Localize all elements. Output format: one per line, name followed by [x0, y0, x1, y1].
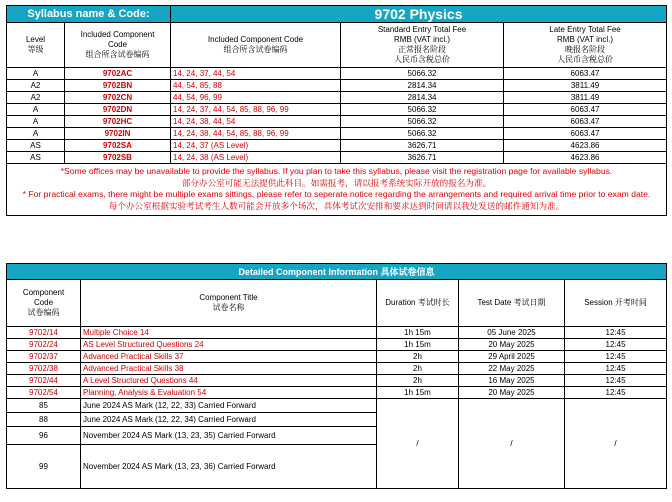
components-cell: 14, 24, 37 (AS Level): [171, 140, 341, 152]
carried-code-cell: 85: [7, 399, 81, 413]
session-cell: 12:45: [565, 339, 667, 351]
standard-fee-cell: 5066.32: [341, 104, 504, 116]
standard-fee-cell: 5066.32: [341, 116, 504, 128]
col-level: Level 等级: [7, 23, 65, 68]
standard-fee-cell: 2814.34: [341, 92, 504, 104]
component-title-cell: Advanced Practical Skills 38: [81, 363, 377, 375]
table-row: [7, 339, 667, 351]
table-row: [7, 399, 667, 413]
table-row: [7, 116, 667, 128]
level-cell: A: [7, 104, 65, 116]
duration-cell: 2h: [377, 363, 459, 375]
late-fee-cell: 6063.47: [504, 128, 667, 140]
standard-fee-cell: 3626.71: [341, 140, 504, 152]
syllabus-subject-title: 9702 Physics: [171, 6, 667, 23]
component-column-headers: [7, 280, 667, 327]
test-date-cell: 16 May 2025: [459, 375, 565, 387]
component-code-cell: 9702/44: [7, 375, 81, 387]
session-cell: 12:45: [565, 387, 667, 399]
components-cell: 14, 24, 37, 44, 54: [171, 68, 341, 80]
test-date-cell: 29 April 2025: [459, 351, 565, 363]
component-code-cell: 9702/38: [7, 363, 81, 375]
components-cell: 14, 24, 38, 44, 54, 85, 88, 96, 99: [171, 128, 341, 140]
syllabus-header-row: [7, 6, 667, 23]
session-cell: 12:45: [565, 327, 667, 339]
syllabus-notes: [7, 164, 667, 216]
component-info-table: [6, 263, 667, 489]
duration-cell: 1h 15m: [377, 327, 459, 339]
table-row: [7, 104, 667, 116]
components-cell: 14, 24, 38 (AS Level): [171, 152, 341, 164]
session-cell: 12:45: [565, 363, 667, 375]
test-date-na-cell: /: [459, 399, 565, 489]
syllabus-code-cell: 9702AC: [65, 68, 171, 80]
standard-fee-cell: 3626.71: [341, 152, 504, 164]
note-practical-en: * For practical exams, there might be multiple exams sittings, please refer to seperate notice regarding the arrangements and required arrival time prior to exam date.: [22, 189, 651, 199]
late-fee-cell: 3811.49: [504, 80, 667, 92]
table-row: [7, 140, 667, 152]
syllabus-column-headers: [7, 23, 667, 68]
table-row: [7, 375, 667, 387]
components-cell: 44, 54, 85, 88: [171, 80, 341, 92]
syllabus-code-cell: 9702DN: [65, 104, 171, 116]
carried-title-cell: November 2024 AS Mark (13, 23, 36) Carried Forward: [81, 445, 377, 489]
component-title-cell: Planning, Analysis & Evaluation 54: [81, 387, 377, 399]
col-session: Session 开考时间: [565, 280, 667, 327]
component-title-cell: Advanced Practical Skills 37: [81, 351, 377, 363]
level-cell: A: [7, 128, 65, 140]
standard-fee-cell: 5066.32: [341, 68, 504, 80]
components-cell: 14, 24, 38, 44, 54: [171, 116, 341, 128]
syllabus-code-cell: 9702IN: [65, 128, 171, 140]
table-row: [7, 327, 667, 339]
col-late-fee: Late Entry Total Fee RMB (VAT incl.) 晚报名阶段 人民币含税总价: [504, 23, 667, 68]
carried-code-cell: 99: [7, 445, 81, 489]
col-component-code: Component Code 试卷编码: [7, 280, 81, 327]
note-availability-en: *Some offices may be unavailable to provide the syllabus. If you plan to take this syllabus, please visit the registration page for available syllabus.: [60, 166, 613, 176]
syllabus-code-cell: 9702CN: [65, 92, 171, 104]
col-component-code: Included Component Code 组合所含试卷编码: [171, 23, 341, 68]
note-practical-zh: 每个办公室根据实验考试考生人数可能会开放多个场次，具体考试次安排和要求达到时间请以我处发送的邮件通知为准。: [108, 200, 565, 211]
col-duration: Duration 考试时长: [377, 280, 459, 327]
test-date-cell: 20 May 2025: [459, 339, 565, 351]
col-test-date: Test Date 考试日期: [459, 280, 565, 327]
carried-code-cell: 88: [7, 413, 81, 427]
level-cell: A: [7, 68, 65, 80]
duration-cell: 1h 15m: [377, 339, 459, 351]
duration-cell: 2h: [377, 351, 459, 363]
table-row: [7, 351, 667, 363]
syllabus-code-cell: 9702SA: [65, 140, 171, 152]
carried-title-cell: November 2024 AS Mark (13, 23, 35) Carried Forward: [81, 427, 377, 445]
table-row: [7, 363, 667, 375]
test-date-cell: 05 June 2025: [459, 327, 565, 339]
syllabus-fee-table: [6, 5, 667, 216]
col-included-code: Included Component Code 组合所含试卷编码: [65, 23, 171, 68]
table-row: [7, 80, 667, 92]
late-fee-cell: 3811.49: [504, 92, 667, 104]
carried-code-cell: 96: [7, 427, 81, 445]
component-title-cell: AS Level Structured Questions 24: [81, 339, 377, 351]
table-row: [7, 128, 667, 140]
carried-title-cell: June 2024 AS Mark (12, 22, 33) Carried Forward: [81, 399, 377, 413]
syllabus-code-cell: 9702SB: [65, 152, 171, 164]
late-fee-cell: 4623.86: [504, 152, 667, 164]
level-cell: AS: [7, 152, 65, 164]
col-component-title: Component Title 试卷名称: [81, 280, 377, 327]
component-code-cell: 9702/37: [7, 351, 81, 363]
col-standard-fee: Standard Entry Total Fee RMB (VAT incl.) 正常报名阶段 人民币含税总价: [341, 23, 504, 68]
syllabus-code-cell: 9702BN: [65, 80, 171, 92]
component-code-cell: 9702/54: [7, 387, 81, 399]
duration-cell: 2h: [377, 375, 459, 387]
level-cell: AS: [7, 140, 65, 152]
carried-title-cell: June 2024 AS Mark (12, 22, 34) Carried Forward: [81, 413, 377, 427]
component-code-cell: 9702/24: [7, 339, 81, 351]
standard-fee-cell: 5066.32: [341, 128, 504, 140]
syllabus-notes-row: [7, 164, 667, 216]
standard-fee-cell: 2814.34: [341, 80, 504, 92]
level-cell: A2: [7, 92, 65, 104]
session-cell: 12:45: [565, 375, 667, 387]
test-date-cell: 20 May 2025: [459, 387, 565, 399]
component-title-cell: A Level Structured Questions 44: [81, 375, 377, 387]
late-fee-cell: 6063.47: [504, 68, 667, 80]
table-row: [7, 387, 667, 399]
session-cell: 12:45: [565, 351, 667, 363]
duration-cell: 1h 15m: [377, 387, 459, 399]
session-na-cell: /: [565, 399, 667, 489]
table-row: [7, 92, 667, 104]
component-code-cell: 9702/14: [7, 327, 81, 339]
test-date-cell: 22 May 2025: [459, 363, 565, 375]
table-row: [7, 68, 667, 80]
component-header-row: [7, 264, 667, 280]
duration-na-cell: /: [377, 399, 459, 489]
level-cell: A2: [7, 80, 65, 92]
late-fee-cell: 6063.47: [504, 104, 667, 116]
late-fee-cell: 6063.47: [504, 116, 667, 128]
late-fee-cell: 4623.86: [504, 140, 667, 152]
components-cell: 14, 24, 37, 44, 54, 85, 88, 96, 99: [171, 104, 341, 116]
component-title-cell: Multiple Choice 14: [81, 327, 377, 339]
syllabus-name-label: Syllabus name & Code:: [7, 6, 171, 23]
components-cell: 44, 54, 96, 99: [171, 92, 341, 104]
syllabus-code-cell: 9702HC: [65, 116, 171, 128]
table-row: [7, 152, 667, 164]
level-cell: A: [7, 116, 65, 128]
note-availability-zh: 部分办公室可能无法提供此科目。如需报考，请以报考系统实际开放的报名为准。: [181, 177, 492, 188]
component-info-title: Detailed Component Information 具体试卷信息: [7, 264, 667, 280]
